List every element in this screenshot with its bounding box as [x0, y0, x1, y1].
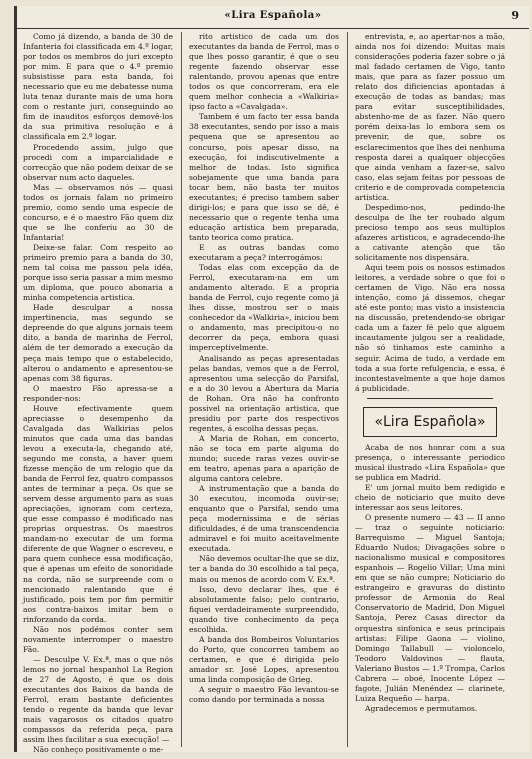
header-title: «Lira Española» — [224, 10, 322, 21]
paragraph: Despedimo-nos, pedindo-lhe desculpa de lhe ter roubado algum precioso tempo aos seus multiplos afazeres artisticos, e agradecendo-lhe a cativante atenção que tão solicitamente nos dispensára. — [355, 202, 505, 263]
newspaper-page — [14, 6, 529, 755]
column-2 — [189, 32, 339, 742]
column-1 — [23, 32, 173, 755]
paragraph: Acaba de nos honrar com a sua presença, o interessante periodico musical ilustrado «Lira Española» que se publica em Madrid. — [355, 442, 505, 482]
paragraph: Não nos podémos conter sem novamente interromper o maestro Fão. — [23, 624, 173, 654]
paragraph: entrevista, e, ao apertar-nos a mão, ainda nos foi dizendo: Muitas mais considerações poderia fazer sobre o já mal fadado certamen de Vigo, tanto mais, que para as fazer possuo um relato dos dificiencias apontadas á execução de todas as bandas; mas para evitar susceptibilidades, abstenho-me de as fazer. Não quero porém deixa-las lo embora sem os prevenir, de que, sobre os esclarecimentos que lhes dei nenhuma resposta darei a qualquer objecções que ainda venham a fazer-se, salvo caso, elas sejam feitas por pessoas de criterio e de comprovada competencia artistica. — [355, 32, 505, 202]
paragraph: Hade desculpar a nossa impertinencia, mas segundo se depreende do que alguns jornais teem dito, a banda de marinha de Ferrol, além de ter demorado a execução da peça mais tempo que o estabelecido, alterou o andamento e apresentou-se apenas com 38 figuras. — [23, 303, 173, 383]
paragraph: — Desculpe V. Ex.ª, mas o que nós lemos no jornal hespanhol La Region de 27 de Agosto, é que os dois executantes dos Baixos da banda de Ferrol, eram bastante deficientes tendo o regente da banda que levar mais vagarosos os citados quatro compassos da referida peça, para assim lhes facilitar a sua execução! — — [23, 654, 173, 745]
paragraph: A Maria de Rohan, em concerto, não se toca em parte alguma do mundo; sucede raras vezes ouvir-se em teatro, apenas para a aparição de alguma cantora celebre. — [189, 433, 339, 484]
paragraph: A instrumentação que a banda do 30 executou, incomoda ouvir-se; enquanto que o Parsifal, sendo uma peça modernissima e de sérias dificuldades, é de uma transcendencia admiravel e foi muito aceitavelmente executada. — [189, 484, 339, 554]
column-rule-1 — [181, 32, 182, 747]
column-rule-2 — [347, 32, 348, 747]
paragraph: Não devemos ocultar-lhe que se diz, ter a banda do 30 escolhido a tal peça, mais ou menos de acordo com V. Ex.ª. — [189, 554, 339, 584]
paragraph: Houve efectivamente quem apreciasse o desempenho da Cavalgada das Walkirias pelos minutos que cada uma das bandas levou a executa-la, chegando até, segundo me consta, a haver quem fizesse menção de um relogio que da banda de Ferrol fez, quatro compassos antes de terminar a peça. Os que se servem desse argumento para as suas apreciações, ignoram com certeza, que esse compasso é modificado nas proprias orquestras. Os maestros mandam-no executar de um forma diferente de que Wagner o escreveu, e para quem conhece essa modificação, que é apenas um efeito de sonoridade na corda, não se surpreende com o mencionado ralentando que é justificado, pois tem por fim permitir aos contra-baixos imitar bem o rinforzando da corda. — [23, 403, 173, 624]
column-3 — [355, 32, 505, 742]
paragraph: Mas — observamos nós — quasi todos os jornais falam no primeiro premio, como sendo uma especie de concurso, e é o maestro Fão quem diz que se lhe conferiu ao 30 de Infantaria! — [23, 182, 173, 242]
paragraph: Aqui teem pois os nossos estimados leitores, a verdade sobre o que foi o certamen de Vigo. Não era nossa intenção, como já dissemos, chegar até este ponto; mas visto a insistencia na discussão, pretendendo-se obrigar cada um a fazer fé pelo que alguem incautamente julgou ser a realidade, não só tinhamos este caminho a seguir. Acima de tudo, a verdade em toda a sua forte refulgencia, e essa, é incontestavelmente a que hoje damos á publicidade. — [355, 263, 505, 393]
page-number: 9 — [511, 9, 519, 22]
page-header — [17, 6, 529, 29]
paragraph: Como já dizendo, a banda de 30 de Infanteria foi classificada em 4.º logar, por todos os membros do juri excepto por mim. E para que o 4.º premio subsistisse para esta banda, foi necessario que eu me debatesse numa luta tenaz durante mais de uma hora com o restante juri, conseguindo ao fim de inauditos esforços demovê-los da sua primitiva resolução e á classificala em 2.º logar. — [23, 32, 173, 142]
section-divider — [367, 398, 493, 399]
paragraph: Deixe-se falar. Com respeito ao primeiro premio para a banda do 30, nem tal coisa me passou pela idéa, porque isso seria passar a mim mesmo um diploma, que pouco abonaria a minha competencia artistica. — [23, 242, 173, 303]
paragraph: Agradecemos e permutamos. — [365, 703, 478, 713]
paragraph: Procedendo assim, julgo que procedi com a imparcialidade e correcção que não podem deixar de se observar num acto daqueles. — [23, 142, 173, 182]
paragraph: E as outras bandas como executaram a peça? interrogámos: — [189, 242, 339, 263]
paragraph: Não conheço positivamente o me- — [33, 745, 164, 755]
paragraph: A seguir o maestro Fão levantou-se como dando por terminada a nossa — [189, 685, 339, 705]
paragraph: O presente numero — 43 — II anno — traz o seguinte noticiario: Barrequismo — Miguel Santoja; Eduardo Nudos; Divagações sobre o nacionalismo musical e compositores espanhois — Rogelio Villar; Uma mini em que se não cumpre; Noticiario do estrangeiro e gravuras do distinto professor de Armonia do Real Conservatorio de Madrid, Don Miguel Santoja, Perez Casas director da orquestra sinfonica e seus principais artistas: Filipe Gaona — violino, Domingo Tallabull — violoncelo, Teodoro Valdovinos — flauta, Valeriano Bustos — 1.º Trompa, Carlos Cabrera — oboé, Inocente López — fagote, Julián Menéndez — clarinete, Luiza Requeño — harpa. — [355, 513, 505, 703]
paragraph: Todas elas com excepção da de Ferrol, executaram-na em um andamento alterado. E a propria banda de Ferrol, cujo regente como já lhes disse, mostrou ser o mais conhecedor da «Walkiria», iniciou bem o andamento, mas precipitou-o no decorrer da peça, embora quasi imperceptivelmente. — [189, 263, 339, 353]
paragraph: Tambem é um facto ter essa banda 38 executantes, sendo por isso a mais pequena que se apresentou ao concurso, pois apesar disso, na execução, foi indiscutivelmente a melhor de todas. Isto significa sobejamente que uma banda para tocar bem, não basta ter muitos executantes; é preciso tambem saber dirigi-los; e para que isso se dê, é necessario que o regente tenha uma educação artistica bem preparada, tanto teorica como pratica. — [189, 112, 339, 242]
paragraph: rito artistico de cada um dos executantes da banda de Ferrol, mas o que lhes posso garantir, é que o seu regente fazendo observar esse ralentando, provou apenas que entre todos os que concorreram, era ele quem melhor conhecia a «Walkiria» ipso facto a «Cavalgada». — [189, 32, 339, 112]
paragraph: E' um jornal muito bem redigido e cheio de noticiario que muito deve interessar aos seus leitores. — [355, 482, 505, 512]
paragraph: Analisando as peças apresentadas pelas bandas, vemos que a de Ferrol, apresentou uma selecção do Parsifal, e a do 30 levou a Abertura da Maria de Rohan. Ora não ha confronto possivel na orientação artistica, que presidiu por parte dos respectivos regentes, á escolha dessas peças. — [189, 353, 339, 433]
section-heading: «Lira Española» — [374, 413, 486, 430]
paragraph: A banda dos Bombeiros Voluntarios do Porto, que concorreu tambem ao certamen, e que é dirigida pelo amador sr. José Lopes, apresentou uma linda composição de Grieg. — [189, 634, 339, 684]
section-heading-box — [363, 407, 497, 437]
paragraph: O maestro Fão apressa-se a responder-nos: — [23, 383, 173, 403]
paragraph: Isso, devo declarar lhes, que é absolutamente falso; pelo contrario, fiquei verdadeiramente surpreendido, quando tive conhecimento da peça escolhida. — [189, 584, 339, 634]
